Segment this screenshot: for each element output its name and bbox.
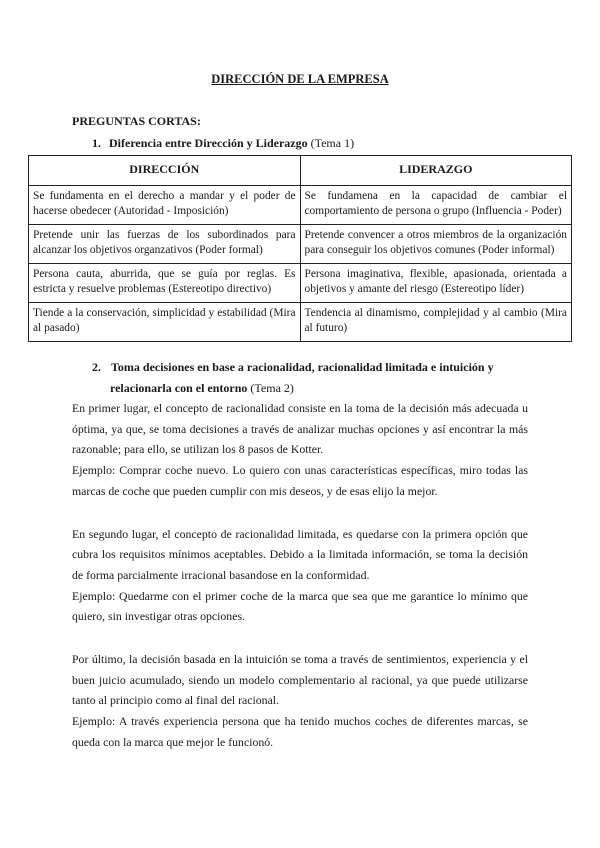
table-cell: Tiende a la conservación, simplicidad y estabilidad (Mira al pasado) [29,303,301,342]
comparison-table [28,155,572,342]
header-liderazgo: LIDERAZGO [300,156,572,186]
answer-body [72,398,528,753]
example-paragraph: Ejemplo: Comprar coche nuevo. Lo quiero con unas características específicas, miro todas las marcas de coche que pueden cumplir con mis deseos, y de esas elijo la mejor. [72,463,528,498]
question-1-number: 1. [92,136,101,150]
document-title: DIRECCIÓN DE LA EMPRESA [211,72,389,86]
section-heading: PREGUNTAS CORTAS: [72,114,201,128]
table-row [29,225,572,264]
question-1-heading [92,136,354,151]
table-cell: Se fundamena en la capacidad de cambiar el comportamiento de persona o grupo (Influencia - Poder) [300,186,572,225]
question-2-heading [92,357,528,399]
question-2-topic: (Tema 2) [247,381,294,395]
table-cell: Persona imaginativa, flexible, apasionada, orientada a objetivos y amante del riesgo (Estereotipo líder) [300,264,572,303]
question-1-topic: (Tema 1) [307,136,355,150]
table-cell: Persona cauta, aburrida, que se guía por reglas. Es estricta y resuelve problemas (Estereotipo directivo) [29,264,301,303]
paragraph: En segundo lugar, el concepto de racionalidad limitada, es quedarse con la primera opción que cubra los requisitos mínimos aceptables. Debido a la limitada información, se toma la decisión de forma parcialmente irracional basandose en la conformidad. [72,526,528,582]
table-cell: Se fundamenta en el derecho a mandar y el poder de hacerse obedecer (Autoridad - Imposición) [29,186,301,225]
example-paragraph: Ejemplo: A través experiencia persona que ha tenido muchos coches de diferentes marcas, se queda con la marca que mejor le funcionó. [72,714,528,749]
table-row [29,264,572,303]
table-cell: Pretende convencer a otros miembros de la organización para conseguir los objetivos comunes (Poder informal) [300,225,572,264]
table-header-row [29,156,572,186]
table-row [29,303,572,342]
question-2-title-line2: relacionarla con el entorno [110,381,248,395]
question-2-title-line1: Toma decisiones en base a racionalidad, racionalidad limitada e intuición y [111,360,494,374]
header-direccion: DIRECCIÓN [29,156,301,186]
paragraph: En primer lugar, el concepto de racionalidad consiste en la toma de la decisión más adecuada u óptima, ya que, se toma decisiones a través de analizar muchas opciones y así encontrar la más razonable; para ello, se utilizan los 8 pasos de Kotter. [72,401,528,457]
table-row [29,186,572,225]
table-cell: Tendencia al dinamismo, complejidad y al cambio (Mira al futuro) [300,303,572,342]
table-cell: Pretende unir las fuerzas de los subordinados para alcanzar los objetivos organzativos (Poder formal) [29,225,301,264]
paragraph: Por último, la decisión basada en la intuición se toma a través de sentimientos, experiencia y el buen juicio acumulado, siendo un modelo complementario al racional, ya que puede utilizarse tanto al principio como al final del racional. [72,652,528,708]
question-1-title: Diferencia entre Dirección y Liderazgo [109,136,308,150]
example-paragraph: Ejemplo: Quedarme con el primer coche de la marca que sea que me garantice lo mínimo que quiero, sin investigar otras opciones. [72,588,528,624]
question-2-number: 2. [92,360,101,374]
